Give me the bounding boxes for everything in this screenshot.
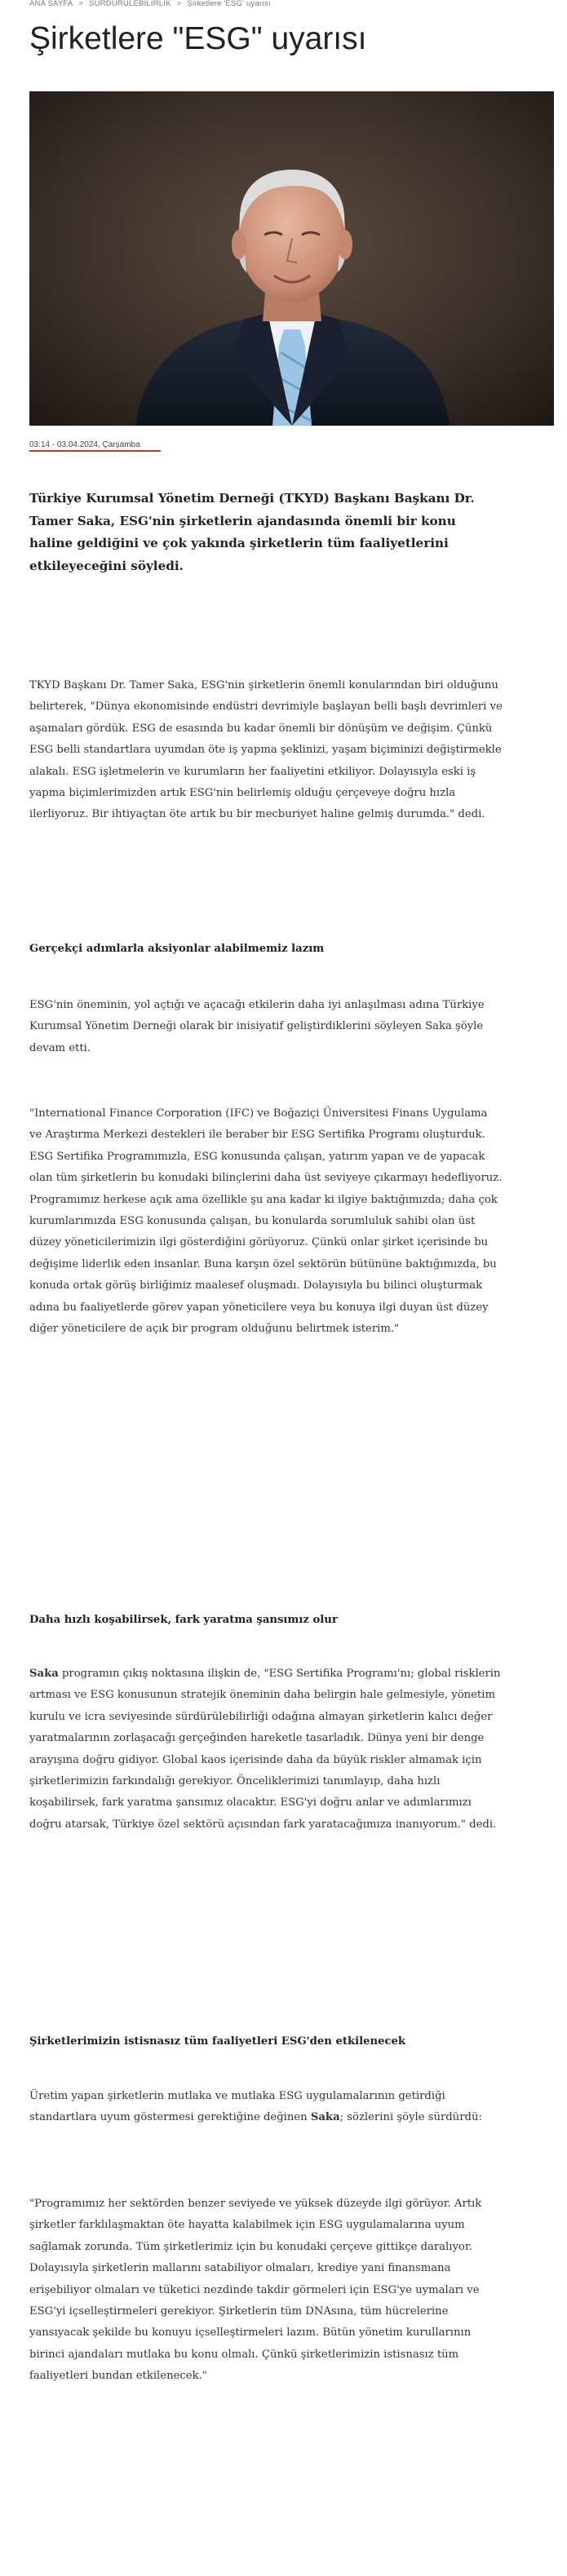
portrait-photo	[29, 91, 554, 426]
subheading-3: Şirketlerimizin istisnasız tüm faaliyetleri ESG'den etkilenecek	[29, 2035, 406, 2048]
paragraph-4-text: programın çıkış noktasına ilişkin de, "ESG Sertifika Programı'nı; global risklerin artması ve ESG konusunun stratejik öneminin daha belirgin hale gelmesiyle, yönetim kurulu ve icra seviyesinde sürdürülebilirliği odağına almayan şirketlerin kalıcı değer yaratmalarının zorlaşacağı gerçeğinden hareketle tasarladık. Dünya yeni bir denge arayışına doğru gidiyor. Global kaos içerisinde daha da büyük riskler almamak için şirketlerimizin farkındalığı gerekiyor. Önceliklerimizi tanımlayıp, daha hızlı koşabilirsek, fark yaratma şansımız olacaktır. ESG'yi doğru anlar ve adımlarımızı doğru atarsak, Türkiye özel sektörü açısından fark yaratacağımıza inanıyorum." dedi.	[29, 1668, 501, 1831]
subheading-1: Gerçekçi adımlarla aksiyonlar alabilmemiz lazım	[29, 943, 325, 955]
paragraph-4	[29, 1664, 503, 1836]
paragraph-2: ESG'nin öneminin, yol açtığı ve açacağı etkilerin daha iyi anlaşılması adına Türkiye Kurumsal Yönetim Derneği olarak bir inisiyatif geliştirdiklerini söyleyen Saka şöyle devam etti.	[29, 999, 485, 1054]
breadcrumb	[29, 0, 271, 8]
breadcrumb-separator: >	[78, 0, 84, 8]
page-title: Şirketlere "ESG" uyarısı	[29, 21, 367, 56]
breadcrumb-section-link[interactable]: SÜRDÜRÜLEBİLİRLİK	[89, 0, 171, 8]
paragraph-5-pre: Üretim yapan şirketlerin mutlaka ve mutlaka ESG uygulamalarının getirdiği standartlara uyum göstermesi gerektiğine değinen	[29, 2090, 445, 2124]
paragraph-1: TKYD Başkanı Dr. Tamer Saka, ESG'nin şirketlerin önemli konularından biri olduğunu belirterek, "Dünya ekonomisinde endüstri devrimiyle başlayan belli başlı devrimleri ve aşamaları gördük. ESG de esasında bu kadar önemli bir dönüşüm ve değişim. Çünkü ESG belli standartlara uyumdan öte iş yapma şeklinizi, yaşam biçiminizi değiştirmekle alakalı. ESG işletmelerin ve kurumların her faaliyetini etkiliyor. Dolayısıyla eski iş yapma biçimlerimizden artık ESG'nin belirlemiş olduğu çerçeveye doğru hızla ilerliyoruz. Bir ihtiyaçtan öte artık bu bir mecburiyet haline gelmiş durumda." dedi.	[29, 679, 503, 821]
article-date: 03:14 - 03.04.2024, Çarşamba	[29, 440, 140, 449]
breadcrumb-separator: >	[176, 0, 182, 8]
subheading-2: Daha hızlı koşabilirsek, fark yaratma şansımız olur	[29, 1614, 338, 1626]
speaker-name: Saka	[310, 2111, 340, 2124]
paragraph-5-post: ; sözlerini şöyle sürdürdü:	[339, 2111, 482, 2124]
article-hero-image	[29, 91, 554, 426]
paragraph-6: "Programımız her sektörden benzer seviyede ve yüksek düzeyde ilgi görüyor. Artık şirketler farklılaşmaktan öte hayatta kalabilmek için ESG uygulamalarına uyum sağlamak zorunda. Tüm şirketlerimiz için bu konudaki çerçeve gittikçe daralıyor. Dolayısıyla şirketlerin mallarını satabiliyor olmaları, krediye yani finansmana erişebiliyor olmaları ve tüketici nezdinde takdir görmeleri için ESG'ye uymaları ve ESG'yi içselleştirmeleri gerekiyor. Şirketlerin tüm DNAsına, tüm hücrelerine yansıyacak şekilde bu konuyu içselleştirmeleri lazım. Bütün yönetim kurullarının birinci ajandaları mutlaka bu konu olmalı. Çünkü şirketlerimizin istisnasız tüm faaliyetleri bundan etkilenecek."	[29, 2198, 482, 2383]
breadcrumb-home-link[interactable]: ANA SAYFA	[29, 0, 73, 8]
date-underline	[29, 450, 161, 452]
paragraph-5	[29, 2086, 503, 2129]
speaker-name: Saka	[29, 1668, 59, 1680]
breadcrumb-current: Şirketlere 'ESG' uyarısı	[187, 0, 271, 8]
paragraph-3: "International Finance Corporation (IFC) ve Boğaziçi Üniversitesi Finans Uygulama ve Araştırma Merkezi destekleri ile beraber bir ESG Sertifika Programı oluşturduk. ESG Sertifika Programımızla, ESG konusunda çalışan, yatırım yapan ve de yapacak olan tüm şirketlerin bu konudaki bilinçlerini daha üst seviyeye çıkarmayı hedefliyoruz. Programımız herkese açık ama özellikle şu ana kadar ki ilgiye baktığımızda; daha çok kurumlarımızda ESG konusunda çalışan, bu konularda sorumluluk sahibi olan üst düzey yöneticilerimizin ilgi gösterdiğini görüyoruz. Çünkü onlar şirket içerisinde bu değişime liderlik eden insanlar. Buna karşın özel sektörün bütününe baktığımızda, bu konuda ortak görüş birliğimiz maalesef oluşmadı. Dolayısıyla bu bilinci oluşturmak adına bu faaliyetlerde görev yapan yöneticilere veya bu konuya ilgi duyan üst düzey diğer yöneticilere de açık bir program olduğunu belirtmek isterim."	[29, 1107, 503, 1336]
article-lead: Türkiye Kurumsal Yönetim Derneği (TKYD) Başkanı Başkanı Dr. Tamer Saka, ESG'nin şirketlerin ajandasında önemli bir konu haline geldiğini ve çok yakında şirketlerin tüm faaliyetlerini etkileyeceğini söyledi.	[29, 491, 475, 574]
